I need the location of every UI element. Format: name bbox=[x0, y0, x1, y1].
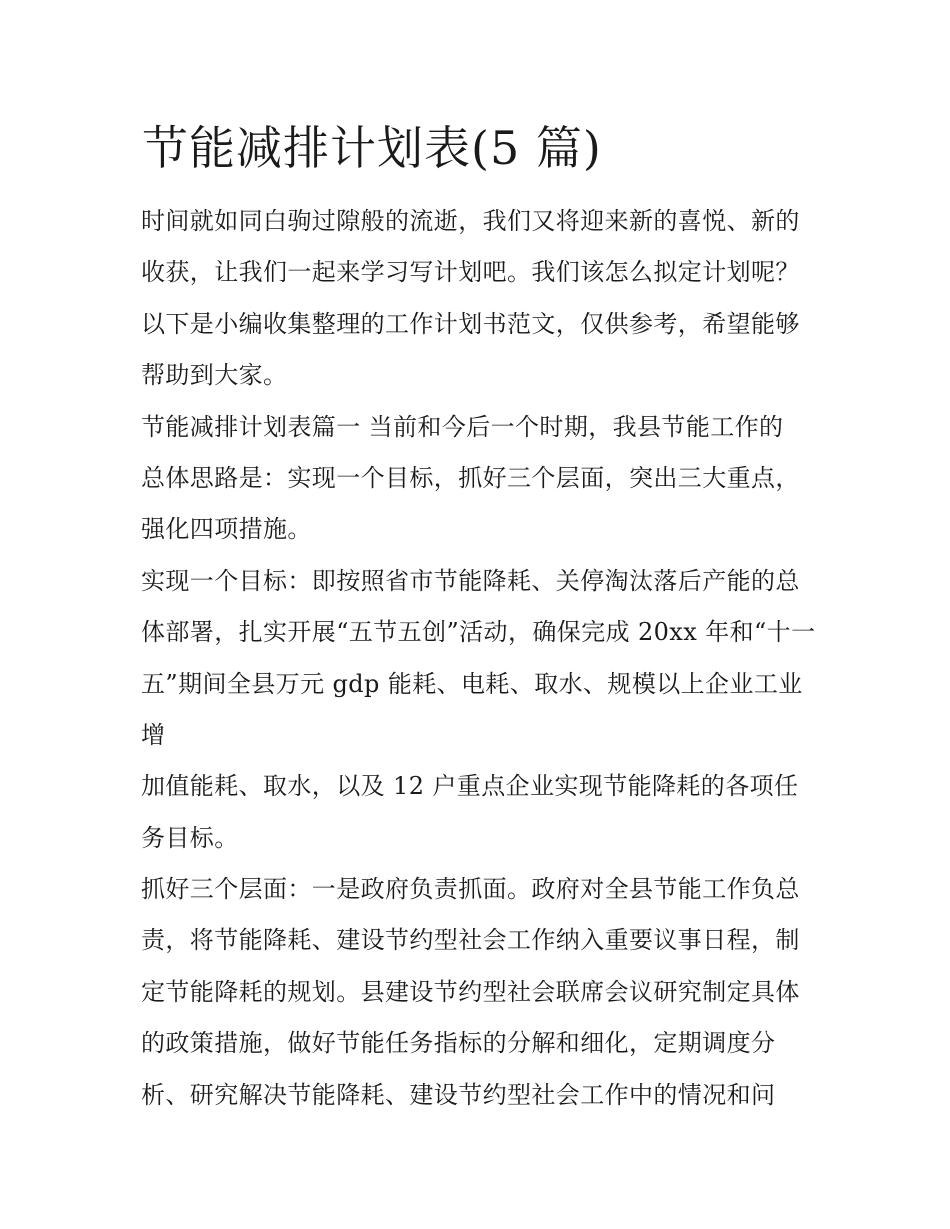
body-line: 抓好三个层面：一是政府负责抓面。政府对全县节能工作负总 bbox=[141, 875, 800, 904]
document-body bbox=[141, 196, 821, 1121]
body-line: 节能减排计划表篇一 当前和今后一个时期，我县节能工作的 bbox=[141, 412, 784, 441]
body-line: 五”期间全县万元 gdp 能耗、电耗、取水、规模以上企业工业 bbox=[141, 669, 803, 698]
body-line: 的政策措施，做好节能任务指标的分解和细化，定期调度分 bbox=[141, 1029, 776, 1058]
body-line: 体部署，扎实开展“五节五创”活动，确保完成 20xx 年和“十一 bbox=[141, 618, 816, 647]
body-line: 增 bbox=[141, 720, 166, 749]
body-line: 强化四项措施。 bbox=[141, 515, 312, 544]
body-line: 加值能耗、取水，以及 12 户重点企业实现节能降耗的各项任 bbox=[141, 772, 799, 801]
body-line: 析、研究解决节能降耗、建设节约型社会工作中的情况和问 bbox=[141, 1080, 776, 1109]
body-line: 务目标。 bbox=[141, 823, 239, 852]
body-line: 实现一个目标：即按照省市节能降耗、关停淘汰落后产能的总 bbox=[141, 566, 800, 595]
body-line: 收获，让我们一起来学习写计划吧。我们该怎么拟定计划呢？ bbox=[141, 258, 800, 287]
body-line: 责，将节能降耗、建设节约型社会工作纳入重要议事日程，制 bbox=[141, 926, 800, 955]
body-line: 总体思路是：实现一个目标，抓好三个层面，突出三大重点， bbox=[141, 463, 800, 492]
document-title: 节能减排计划表(5 篇) bbox=[142, 121, 602, 175]
body-line: 帮助到大家。 bbox=[141, 361, 288, 390]
body-line: 以下是小编收集整理的工作计划书范文，仅供参考，希望能够 bbox=[141, 309, 800, 338]
body-line: 定节能降耗的规划。县建设节约型社会联席会议研究制定具体 bbox=[141, 977, 800, 1006]
body-line: 时间就如同白驹过隙般的流逝，我们又将迎来新的喜悦、新的 bbox=[141, 207, 800, 235]
